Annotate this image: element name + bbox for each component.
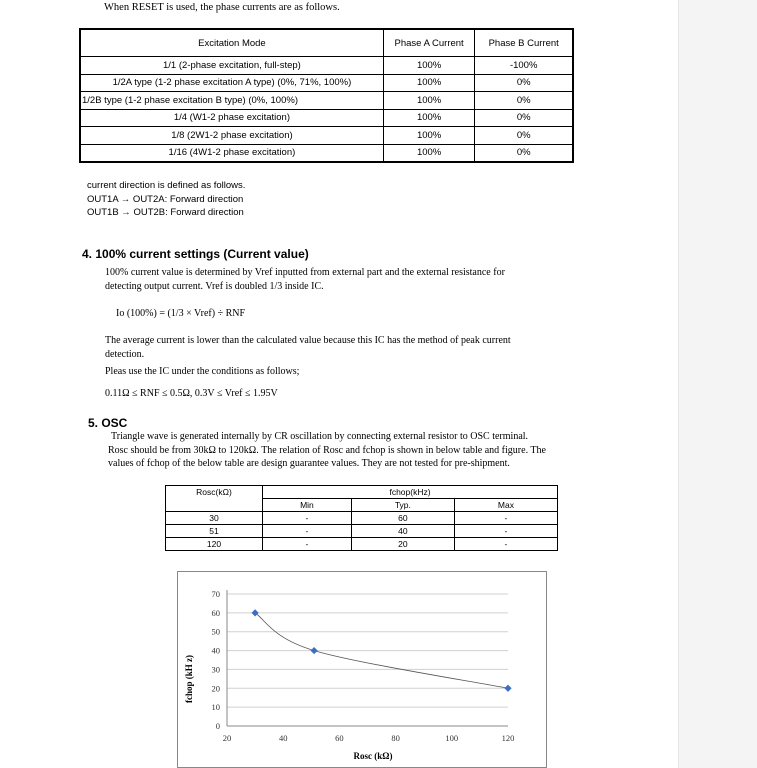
section-4-paragraph [105,266,505,294]
fchop-chart-svg [178,572,546,767]
x-tick-label: 60 [335,733,344,743]
paragraph-line: Rosc should be from 30kΩ to 120kΩ. The relation of Rosc and fchop is shown in below table and figure. The [108,444,546,456]
paragraph-line: Triangle wave is generated internally by CR oscillation by connecting external resistor to OSC terminal. [111,431,529,442]
table-cell: - [263,512,352,525]
table-cell: 100% [383,127,475,145]
direction-line: current direction is defined as follows. [87,180,246,191]
table-cell: 1/2B type (1-2 phase excitation B type) (0%, 100%) [80,92,383,110]
table-cell: 0% [475,144,573,162]
paragraph-line: detection. [105,349,145,360]
table-cell: 1/8 (2W1-2 phase excitation) [80,127,383,145]
right-sidebar [678,0,757,768]
x-tick-label: 40 [278,733,288,743]
table-row [166,512,558,525]
table-cell: 1/2A type (1-2 phase excitation A type) (0%, 71%, 100%) [80,74,383,92]
table-cell: 100% [383,57,475,75]
x-tick-label: 100 [445,733,459,743]
section-4-paragraph [105,334,511,362]
table-row [80,109,573,127]
table-cell: 100% [383,144,475,162]
osc-table [165,485,558,551]
header-cell: Rosc(kΩ) [166,486,263,512]
x-tick-label: 120 [501,733,515,743]
table-cell: 51 [166,525,263,538]
direction-note [87,179,245,220]
header-cell: fchop(kHz) [263,486,558,499]
y-tick-label: 20 [211,683,220,694]
table-cell: 120 [166,538,263,551]
y-tick-label: 0 [215,721,220,731]
data-point-marker [504,685,511,692]
intro-text: When RESET is used, the phase currents are as follows. [104,2,340,13]
x-axis-label: Rosc (kΩ) [353,751,393,761]
table-cell: 0% [475,74,573,92]
table-cell: - [263,538,352,551]
header-cell: Phase A Current [383,29,475,57]
y-tick-label: 30 [211,664,220,675]
header-cell: Excitation Mode [80,29,383,57]
y-tick-label: 50 [211,626,220,637]
section-5-paragraph [108,430,546,471]
table-cell: 100% [383,109,475,127]
table-cell: 1/16 (4W1-2 phase excitation) [80,144,383,162]
y-tick-label: 10 [211,702,220,713]
table-row [80,144,573,162]
data-point-marker [252,609,259,616]
direction-line: OUT1B → OUT2B: Forward direction [87,207,244,218]
table-cell: 60 [351,512,454,525]
table-row [80,57,573,75]
table-cell: 20 [351,538,454,551]
y-axis-label: fchop (kH z) [184,655,194,703]
x-tick-label: 20 [222,733,232,743]
table-cell: 0% [475,127,573,145]
fchop-chart [177,571,547,768]
table-cell: 1/4 (W1-2 phase excitation) [80,109,383,127]
y-tick-label: 70 [211,589,220,599]
table-cell: - [454,525,557,538]
table-cell: 100% [383,92,475,110]
header-cell: Phase B Current [475,29,573,57]
table-cell: 0% [475,92,573,110]
chart-grid [227,594,508,707]
data-point-marker [311,647,318,654]
y-tick-label: 60 [211,607,220,618]
table-cell: 30 [166,512,263,525]
section-5-heading: 5. OSC [88,416,128,430]
header-cell: Typ. [351,499,454,512]
table-row [80,127,573,145]
table-row [166,538,558,551]
table-cell: -100% [475,57,573,75]
paragraph-line: The average current is lower than the calculated value because this IC has the method of peak current [105,335,511,346]
chart-axes [227,590,508,726]
section-4-heading: 4. 100% current settings (Current value) [82,247,309,261]
excitation-table [79,28,574,163]
current-formula: Io (100%) = (1/3 × Vref) ÷ RNF [116,308,246,319]
table-cell: - [454,512,557,525]
table-cell: 100% [383,74,475,92]
header-cell: Min [263,499,352,512]
header-cell: Max [454,499,557,512]
section-4-paragraph: Pleas use the IC under the conditions as follows; [105,366,300,377]
paragraph-line: values of fchop of the below table are design guarantee values. They are not tested for pre-shipment. [108,458,510,469]
table-cell: 1/1 (2-phase excitation, full-step) [80,57,383,75]
table-cell: - [263,525,352,538]
direction-line: OUT1A → OUT2A: Forward direction [87,193,244,205]
table-cell: - [454,538,557,551]
table-header-row [80,29,573,57]
paragraph-line: 100% current value is determined by Vref inputted from external part and the external resistance for [105,267,505,278]
table-cell: 40 [351,525,454,538]
operating-conditions: 0.11Ω ≤ RNF ≤ 0.5Ω, 0.3V ≤ Vref ≤ 1.95V [105,388,278,399]
table-row [80,92,573,110]
y-tick-label: 40 [211,645,220,656]
x-tick-label: 80 [391,733,400,743]
table-cell: 0% [475,109,573,127]
paragraph-line: detecting output current. Vref is doubled 1/3 inside IC. [105,281,324,292]
table-row [80,74,573,92]
table-row [166,525,558,538]
table-header-row [166,486,558,499]
